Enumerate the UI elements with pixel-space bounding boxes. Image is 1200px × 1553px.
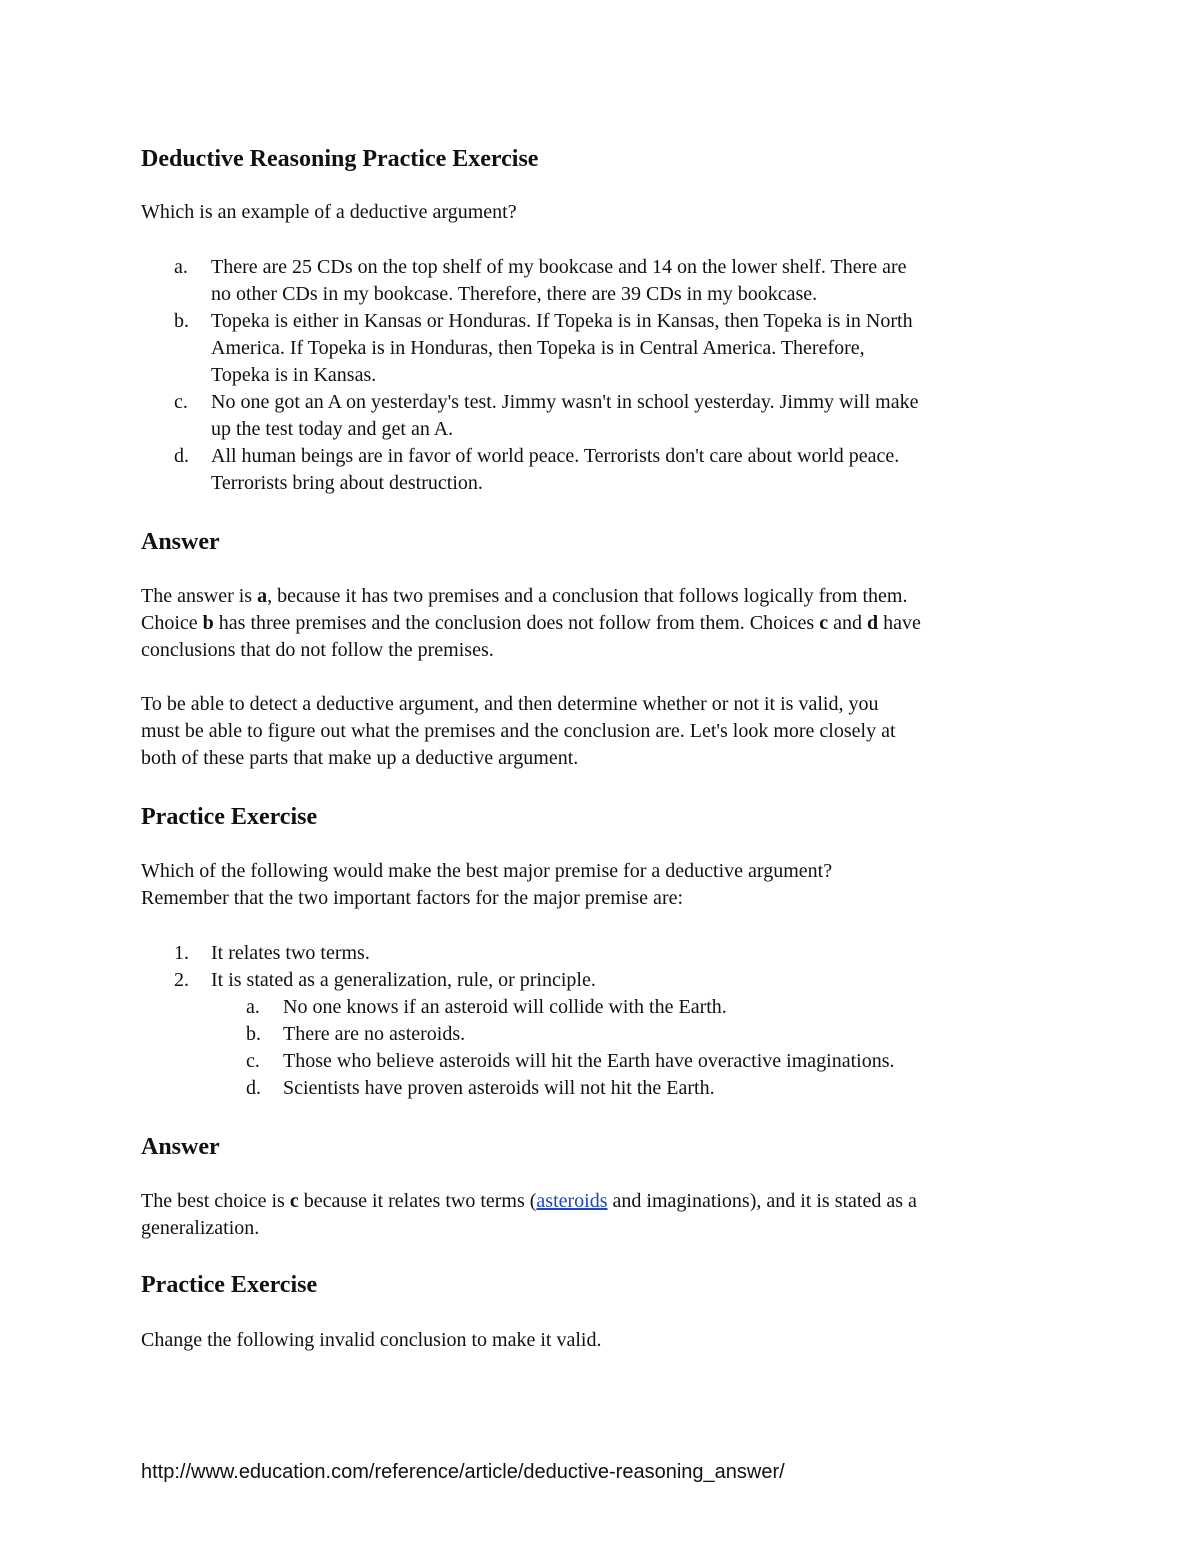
factor-item: It is stated as a generalization, rule, or principle. bbox=[211, 969, 596, 991]
option-a-line: no other CDs in my bookcase. Therefore, there are 39 CDs in my bookcase. bbox=[211, 283, 818, 305]
answer-paragraph-line: conclusions that do not follow the premises. bbox=[141, 639, 494, 661]
option-marker: c. bbox=[174, 391, 188, 413]
answer-paragraph-line: Choice b has three premises and the conclusion does not follow from them. Choices c and d have bbox=[141, 612, 921, 634]
option-item: Those who believe asteroids will hit the Earth have overactive imaginations. bbox=[283, 1050, 895, 1072]
option-b-line: America. If Topeka is in Honduras, then Topeka is in Central America. Therefore, bbox=[211, 337, 865, 359]
factor-marker: 2. bbox=[174, 969, 189, 991]
option-item: No one knows if an asteroid will collide with the Earth. bbox=[283, 996, 727, 1018]
option-marker: b. bbox=[174, 310, 189, 332]
option-marker: b. bbox=[246, 1023, 261, 1045]
option-b-line: Topeka is in Kansas. bbox=[211, 364, 377, 386]
section-heading: Practice Exercise bbox=[141, 804, 318, 830]
option-c-line: up the test today and get an A. bbox=[211, 418, 454, 440]
factor-marker: 1. bbox=[174, 942, 189, 964]
section-heading: Practice Exercise bbox=[141, 1272, 318, 1298]
option-c-line: No one got an A on yesterday's test. Jimmy wasn't in school yesterday. Jimmy will make bbox=[211, 391, 919, 413]
explanation-line: must be able to figure out what the premises and the conclusion are. Let's look more closely at bbox=[141, 720, 896, 742]
question-prompt: Which is an example of a deductive argument? bbox=[141, 201, 517, 223]
footer-source-url: http://www.education.com/reference/article/deductive-reasoning_answer/ bbox=[141, 1461, 785, 1483]
option-marker: a. bbox=[174, 256, 188, 278]
option-d-line: Terrorists bring about destruction. bbox=[211, 472, 483, 494]
option-marker: d. bbox=[246, 1077, 261, 1099]
option-marker: d. bbox=[174, 445, 189, 467]
factor-item: It relates two terms. bbox=[211, 942, 370, 964]
answer-paragraph-line: The answer is a, because it has two premises and a conclusion that follows logically from them. bbox=[141, 585, 908, 607]
explanation-line: both of these parts that make up a deductive argument. bbox=[141, 747, 579, 769]
exercise-prompt: Change the following invalid conclusion to make it valid. bbox=[141, 1329, 602, 1351]
answer-paragraph-line: generalization. bbox=[141, 1217, 260, 1239]
answer-paragraph-line: The best choice is c because it relates two terms (asteroids and imaginations), and it is stated as a bbox=[141, 1190, 917, 1212]
option-item: Scientists have proven asteroids will not hit the Earth. bbox=[283, 1077, 715, 1099]
option-marker: a. bbox=[246, 996, 260, 1018]
option-a-line: There are 25 CDs on the top shelf of my bookcase and 14 on the lower shelf. There are bbox=[211, 256, 907, 278]
asteroids-link[interactable]: asteroids bbox=[536, 1190, 608, 1212]
option-item: There are no asteroids. bbox=[283, 1023, 466, 1045]
explanation-line: To be able to detect a deductive argument, and then determine whether or not it is valid, you bbox=[141, 693, 879, 715]
option-d-line: All human beings are in favor of world peace. Terrorists don't care about world peace. bbox=[211, 445, 900, 467]
page-title: Deductive Reasoning Practice Exercise bbox=[141, 146, 539, 172]
answer-heading: Answer bbox=[141, 529, 220, 555]
option-marker: c. bbox=[246, 1050, 260, 1072]
answer-heading: Answer bbox=[141, 1134, 220, 1160]
exercise-prompt-line: Remember that the two important factors for the major premise are: bbox=[141, 887, 684, 909]
option-b-line: Topeka is either in Kansas or Honduras. If Topeka is in Kansas, then Topeka is in North bbox=[211, 310, 913, 332]
exercise-prompt-line: Which of the following would make the best major premise for a deductive argument? bbox=[141, 860, 833, 882]
